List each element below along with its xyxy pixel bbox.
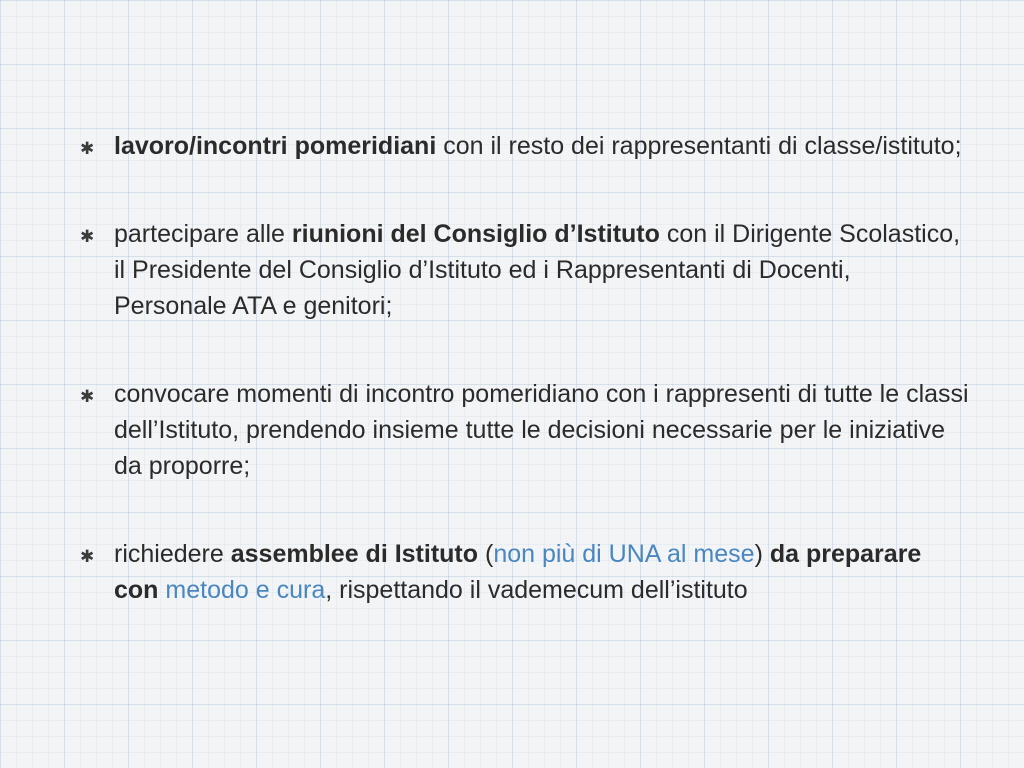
- asterisk-icon: ✱: [80, 139, 95, 158]
- bullet-list: [80, 128, 970, 608]
- bullet-text-segment: da preparare con: [114, 540, 922, 604]
- bullet-item: [80, 216, 970, 324]
- bullet-item: [80, 128, 970, 164]
- bullet-text-segment: richiedere: [114, 540, 231, 568]
- bullet-text-segment: convocare momenti di incontro pomeridiano con i rappresenti di tutte le classi dell’Istituto, prendendo insieme tutte le decisioni necessarie per le iniziative da proporre;: [114, 380, 969, 480]
- bullet-text-segment: , rispettando il vademecum dell’istituto: [325, 576, 748, 604]
- bullet-text-segment: con il Dirigente Scolastico, il Presidente del Consiglio d’Istituto ed i Rappresentanti di Docenti, Personale ATA e genitori;: [114, 220, 961, 320]
- bullet-text-segment: metodo e cura: [165, 576, 326, 604]
- bullet-text-segment: ): [754, 540, 770, 568]
- bullet-text-segment: assemblee di Istituto: [230, 540, 479, 568]
- asterisk-icon: ✱: [80, 547, 95, 566]
- bullet-text-segment: partecipare alle: [114, 220, 292, 248]
- asterisk-icon: ✱: [80, 227, 95, 246]
- asterisk-icon: ✱: [80, 387, 95, 406]
- bullet-text-segment: riunioni del Consiglio d’Istituto: [291, 220, 660, 248]
- bullet-item: [80, 536, 970, 608]
- bullet-text-segment: non più di UNA al mese: [493, 540, 755, 568]
- bullet-text-segment: con il resto dei rappresentanti di classe/istituto;: [436, 132, 962, 160]
- bullet-item: [80, 376, 970, 484]
- bullet-text-segment: lavoro/incontri pomeridiani: [114, 132, 437, 160]
- bullet-text-segment: (: [478, 540, 494, 568]
